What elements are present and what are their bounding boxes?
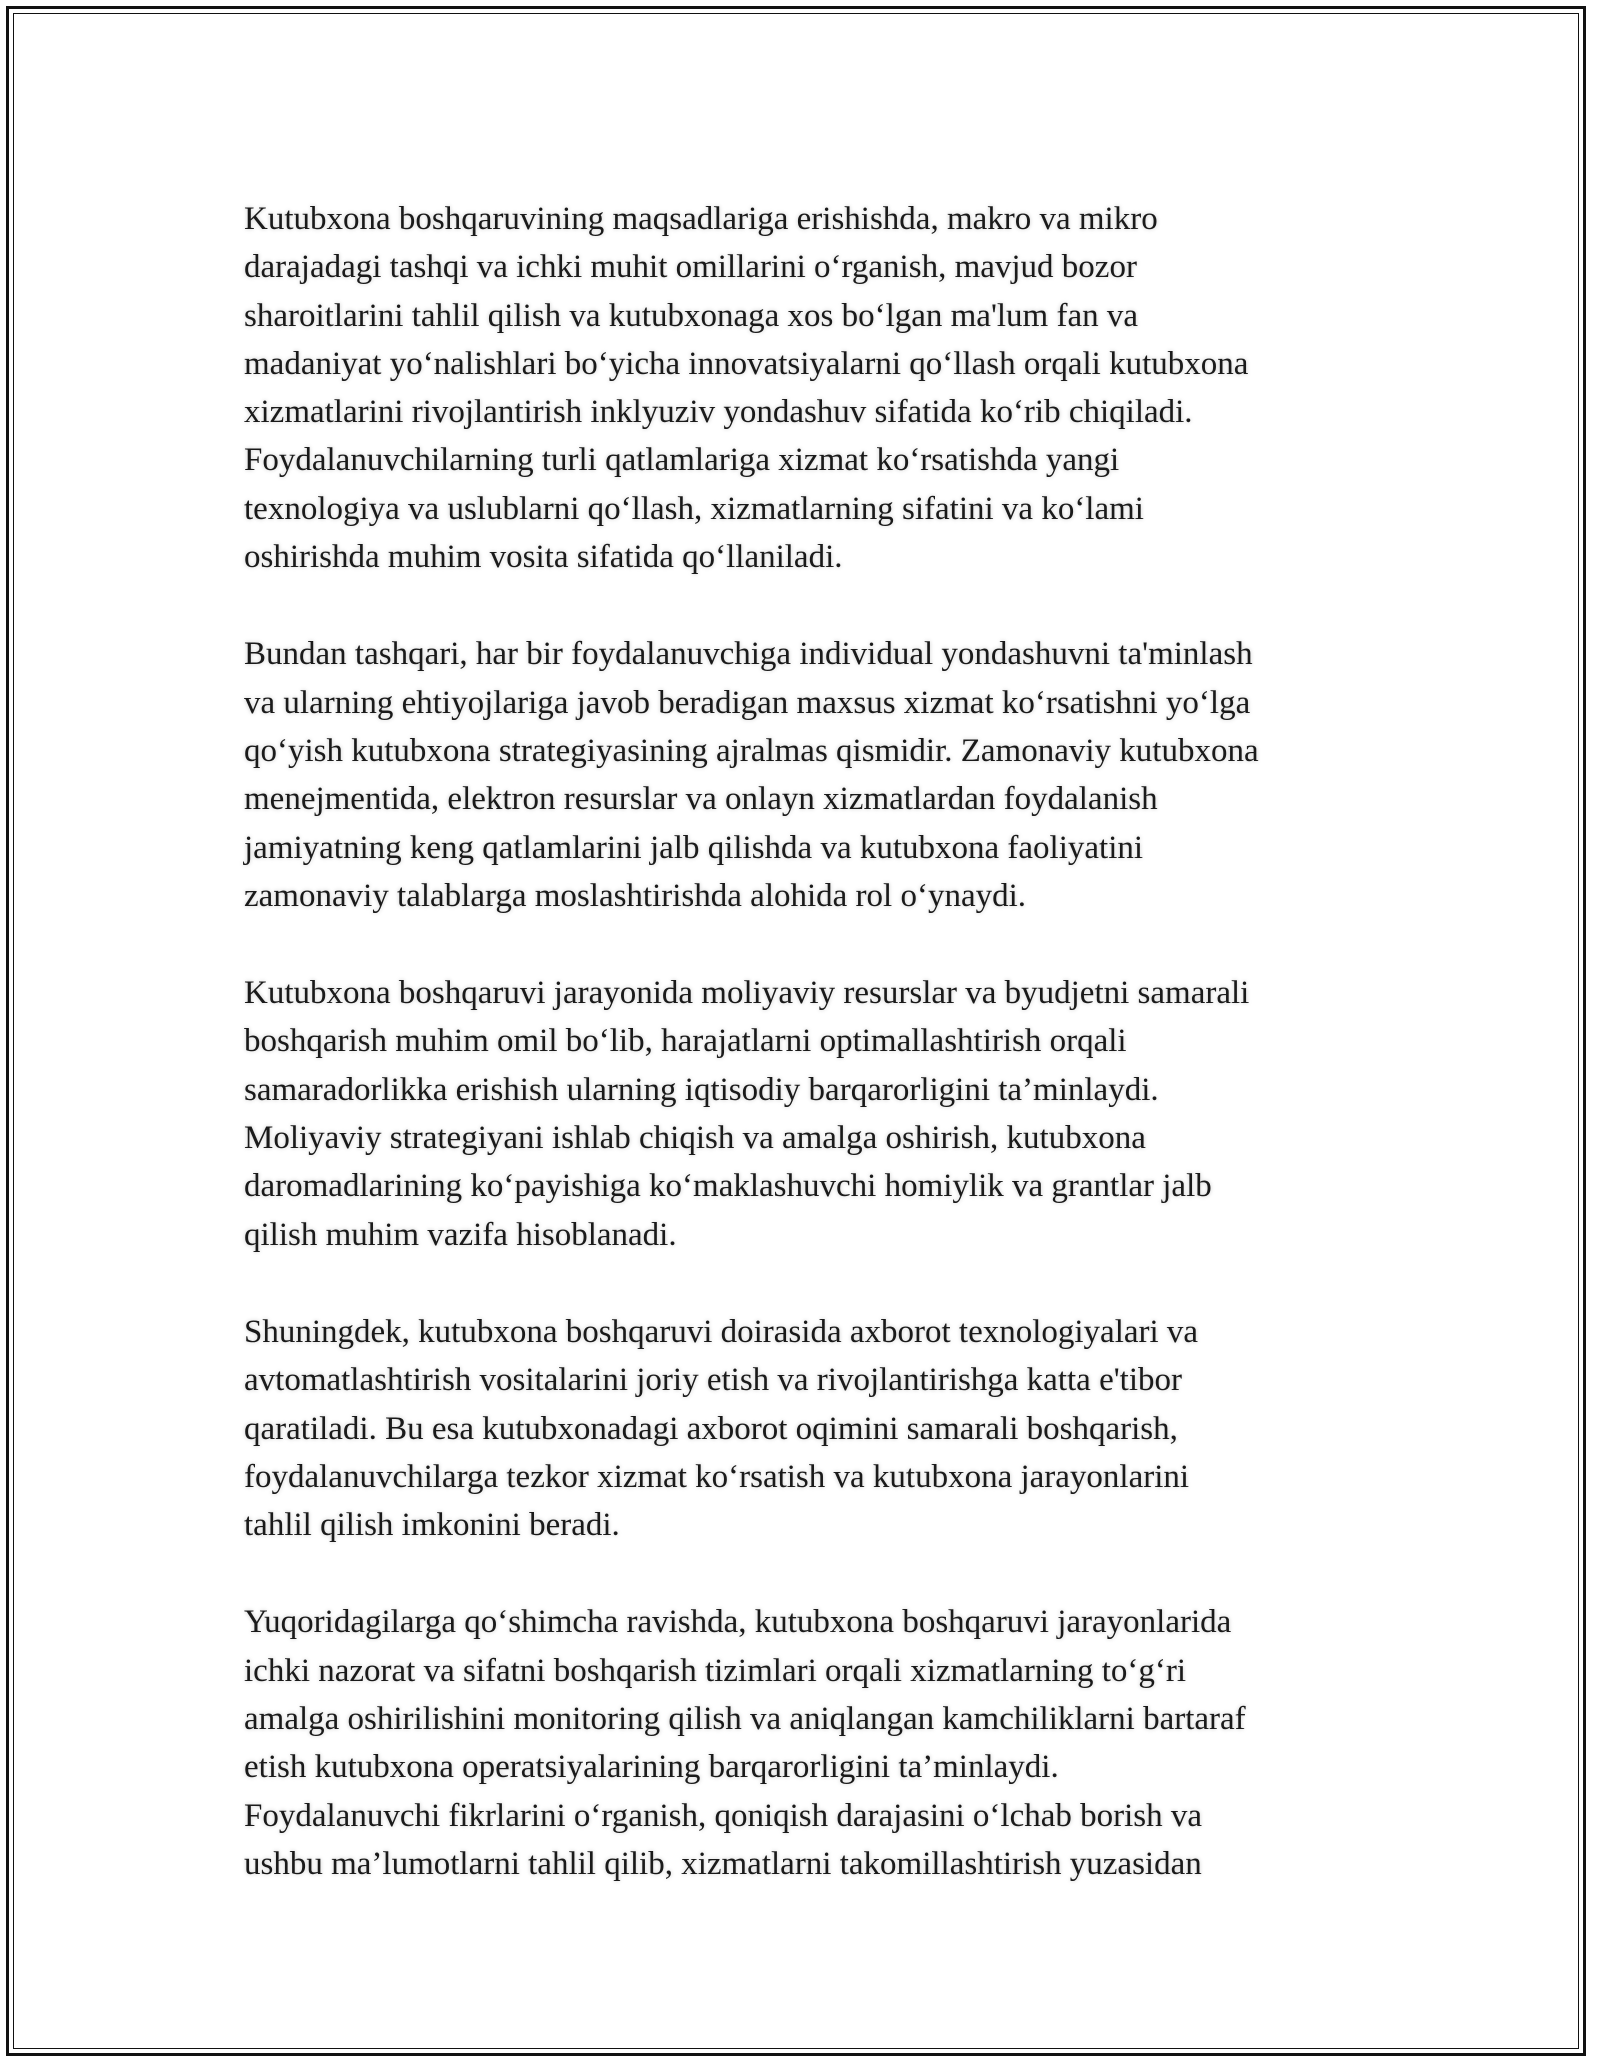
text-line: qilish muhim vazifa hisoblanadi. bbox=[244, 1216, 677, 1253]
text-line: foydalanuvchilarga tezkor xizmat ko‘rsatish va kutubxona jarayonlarini bbox=[244, 1458, 1190, 1495]
text-line: Shuningdek, kutubxona boshqaruvi doirasida axborot texnologiyalari va bbox=[244, 1313, 1199, 1350]
text-line: qaratiladi. Bu esa kutubxonadagi axborot oqimini samarali boshqarish, bbox=[244, 1410, 1178, 1447]
text-line: Bundan tashqari, har bir foydalanuvchiga individual yondashuvni ta'minlash bbox=[244, 636, 1253, 673]
paragraph-3 bbox=[244, 969, 1404, 1259]
text-line: Foydalanuvchi fikrlarini o‘rganish, qoniqish darajasini o‘lchab borish va bbox=[244, 1797, 1203, 1834]
paragraph-2 bbox=[244, 630, 1404, 920]
text-line: Foydalanuvchilarning turli qatlamlariga xizmat ko‘rsatishda yangi bbox=[244, 442, 1120, 479]
text-line: Kutubxona boshqaruvi jarayonida moliyaviy resurslar va byudjetni samarali bbox=[244, 975, 1250, 1012]
paragraph-1 bbox=[244, 195, 1404, 581]
text-line: Kutubxona boshqaruvining maqsadlariga erishishda, makro va mikro bbox=[244, 201, 1158, 237]
text-line: samaradorlikka erishish ularning iqtisodiy barqarorligini ta’minlaydi. bbox=[244, 1071, 1159, 1108]
text-line: darajadagi tashqi va ichki muhit omillarini o‘rganish, mavjud bozor bbox=[244, 249, 1137, 286]
text-line: etish kutubxona operatsiyalarining barqarorligini ta’minlaydi. bbox=[244, 1749, 1059, 1786]
text-line: ichki nazorat va sifatni boshqarish tizimlari orqali xizmatlarning to‘g‘ri bbox=[244, 1652, 1187, 1689]
document-body bbox=[244, 195, 1404, 1937]
text-line: va ularning ehtiyojlariga javob beradigan maxsus xizmat ko‘rsatishni yo‘lga bbox=[244, 684, 1251, 721]
text-line: ushbu ma’lumotlarni tahlil qilib, xizmatlarni takomillashtirish yuzasidan bbox=[244, 1845, 1202, 1882]
text-line: tahlil qilish imkonini beradi. bbox=[244, 1507, 620, 1544]
text-line: madaniyat yo‘nalishlari bo‘yicha innovatsiyalarni qo‘llash orqali kutubxona bbox=[244, 345, 1249, 382]
text-line: Yuqoridagilarga qo‘shimcha ravishda, kutubxona boshqaruvi jarayonlarida bbox=[244, 1604, 1232, 1641]
text-line: amalga oshirilishini monitoring qilish va aniqlangan kamchiliklarni bartaraf bbox=[244, 1701, 1246, 1738]
text-line: texnologiya va uslublarni qo‘llash, xizmatlarning sifatini va ko‘lami bbox=[244, 490, 1144, 527]
text-line: oshirishda muhim vosita sifatida qo‘llaniladi. bbox=[244, 539, 843, 576]
text-line: zamonaviy talablarga moslashtirishda alohida rol o‘ynaydi. bbox=[244, 877, 1027, 914]
text-line: avtomatlashtirish vositalarini joriy etish va rivojlantirishga katta e'tibor bbox=[244, 1362, 1182, 1399]
page-border bbox=[6, 6, 1586, 2056]
text-line: qo‘yish kutubxona strategiyasining ajralmas qismidir. Zamonaviy kutubxona bbox=[244, 732, 1259, 769]
text-line: menejmentida, elektron resurslar va onlayn xizmatlardan foydalanish bbox=[244, 781, 1158, 818]
text-line: jamiyatning keng qatlamlarini jalb qilishda va kutubxona faoliyatini bbox=[244, 829, 1144, 866]
text-line: boshqarish muhim omil bo‘lib, harajatlarni optimallashtirish orqali bbox=[244, 1023, 1127, 1060]
text-line: daromadlarining ko‘payishiga ko‘maklashuvchi homiylik va grantlar jalb bbox=[244, 1168, 1212, 1205]
text-line: sharoitlarini tahlil qilish va kutubxonaga xos bo‘lgan ma'lum fan va bbox=[244, 297, 1139, 334]
paragraph-5 bbox=[244, 1598, 1404, 1888]
text-line: Moliyaviy strategiyani ishlab chiqish va amalga oshirish, kutubxona bbox=[244, 1120, 1146, 1157]
text-line: xizmatlarini rivojlantirish inklyuziv yondashuv sifatida ko‘rib chiqiladi. bbox=[244, 394, 1193, 431]
paragraph-4 bbox=[244, 1308, 1404, 1549]
